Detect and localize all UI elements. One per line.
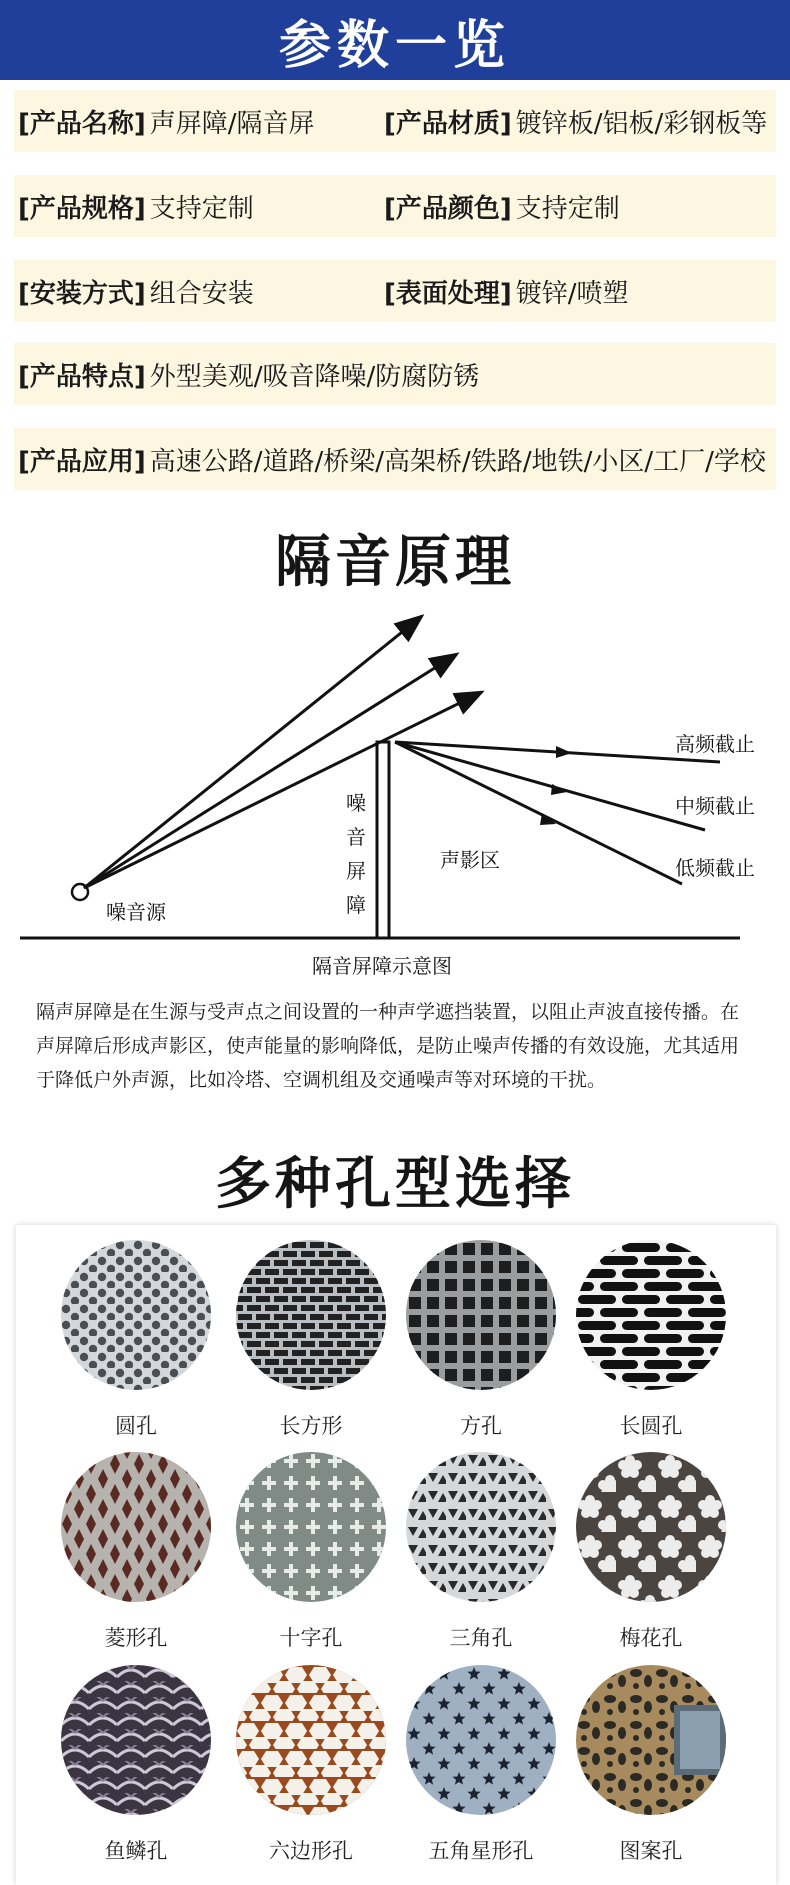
param-key: [产品应用] — [18, 446, 146, 477]
sound-ray — [84, 692, 482, 888]
hole-item — [231, 1452, 391, 1652]
hole-label: 鱼鳞孔 — [104, 1839, 168, 1863]
hole-label: 十字孔 — [279, 1626, 343, 1650]
hole-label: 菱形孔 — [104, 1626, 168, 1650]
param-cell — [18, 273, 254, 310]
label-low-freq: 低频截止 — [675, 856, 755, 880]
param-key: [表面处理] — [384, 278, 512, 309]
holes-title: 多种孔型选择 — [215, 1152, 575, 1217]
rectangle-hole-icon — [236, 1240, 386, 1390]
principle-description: 隔声屏障是在生源与受声点之间设置的一种声学遮挡装置，以阻止声波直接传播。在声屏障后形成声影区，使声能量的影响降低，是防止噪声传播的有效设施，尤其适用于降低户外声源，比如冷塔、空调机组及交通噪声等对环境的干扰。 — [36, 1001, 740, 1091]
label-high-freq: 高频截止 — [675, 732, 755, 756]
param-value: 组合安装 — [149, 278, 254, 309]
param-value: 高速公路/道路/桥梁/高架桥/铁路/地铁/小区/工厂/学校 — [149, 446, 766, 477]
param-value: 声屏障/隔音屏 — [149, 108, 315, 139]
barrier-char: 噪 — [346, 791, 366, 815]
hole-item — [56, 1665, 216, 1865]
round-hole-icon — [61, 1240, 211, 1390]
label-noise-source: 噪音源 — [106, 900, 166, 924]
hole-item — [571, 1665, 731, 1865]
square-hole-icon — [406, 1240, 556, 1390]
hexagon-hole-icon — [236, 1665, 386, 1815]
param-key: [产品特点] — [18, 361, 146, 392]
sound-ray — [84, 654, 457, 888]
label-mid-freq: 中频截止 — [675, 794, 755, 818]
diffracted-ray-low — [395, 742, 682, 884]
barrier-char: 音 — [346, 825, 366, 849]
hole-item — [401, 1665, 561, 1865]
hole-label: 圆孔 — [115, 1414, 157, 1438]
param-value: 支持定制 — [149, 193, 254, 224]
barrier-wall — [377, 742, 389, 938]
ray-arrow — [556, 746, 572, 758]
hole-item — [231, 1240, 391, 1440]
diagram-caption: 隔音屏障示意图 — [312, 954, 452, 978]
param-row — [14, 90, 776, 152]
param-value: 镀锌板/铝板/彩钢板等 — [515, 108, 768, 139]
star-hole-icon — [406, 1665, 556, 1815]
hole-item — [401, 1240, 561, 1440]
plum-blossom-hole-icon — [576, 1452, 726, 1602]
hole-item — [571, 1452, 731, 1652]
param-value: 镀锌/喷塑 — [515, 278, 629, 309]
param-cell — [384, 103, 767, 140]
param-row — [14, 175, 776, 237]
hole-gallery — [16, 1225, 776, 1885]
hole-label: 梅花孔 — [619, 1626, 683, 1650]
sound-barrier-diagram — [0, 600, 790, 980]
hole-item — [231, 1665, 391, 1865]
hole-item — [401, 1452, 561, 1652]
diffracted-ray-mid — [395, 742, 705, 830]
triangle-hole-icon — [406, 1452, 556, 1602]
param-key: [产品规格] — [18, 193, 146, 224]
label-shadow-zone: 声影区 — [440, 848, 500, 872]
hole-label: 六边形孔 — [269, 1839, 353, 1863]
param-cell — [18, 441, 766, 478]
param-cell — [18, 188, 254, 225]
hole-item — [56, 1240, 216, 1440]
param-cell — [18, 103, 315, 140]
oblong-hole-icon — [576, 1240, 726, 1390]
param-row — [14, 343, 776, 405]
hole-label: 长圆孔 — [619, 1414, 683, 1438]
param-cell — [384, 273, 629, 310]
hole-label: 长方形 — [279, 1414, 343, 1438]
barrier-char: 屏 — [346, 859, 366, 883]
param-cell — [18, 356, 479, 393]
param-key: [安装方式] — [18, 278, 146, 309]
fish-scale-hole-icon — [61, 1665, 211, 1815]
header-title: 参数一览 — [278, 15, 511, 76]
param-key: [产品材质] — [384, 108, 512, 139]
param-row — [14, 428, 776, 490]
hole-label: 图案孔 — [619, 1839, 683, 1863]
param-value: 支持定制 — [515, 193, 620, 224]
page-header — [0, 0, 790, 80]
cross-hole-icon — [236, 1452, 386, 1602]
param-row — [14, 260, 776, 322]
label-barrier-vertical — [345, 786, 367, 922]
sound-ray — [84, 616, 422, 888]
param-value: 外型美观/吸音降噪/防腐防锈 — [149, 361, 480, 392]
hole-label: 三角孔 — [449, 1626, 513, 1650]
hole-item — [56, 1452, 216, 1652]
diamond-hole-icon — [61, 1452, 211, 1602]
param-key: [产品颜色] — [384, 193, 512, 224]
pattern-hole-icon — [576, 1665, 726, 1815]
param-key: [产品名称] — [18, 108, 146, 139]
hole-item — [571, 1240, 731, 1440]
barrier-char: 障 — [346, 893, 366, 917]
param-cell — [384, 188, 620, 225]
hole-label: 方孔 — [460, 1414, 502, 1438]
principle-title: 隔音原理 — [275, 530, 515, 595]
hole-label: 五角星形孔 — [428, 1839, 534, 1863]
